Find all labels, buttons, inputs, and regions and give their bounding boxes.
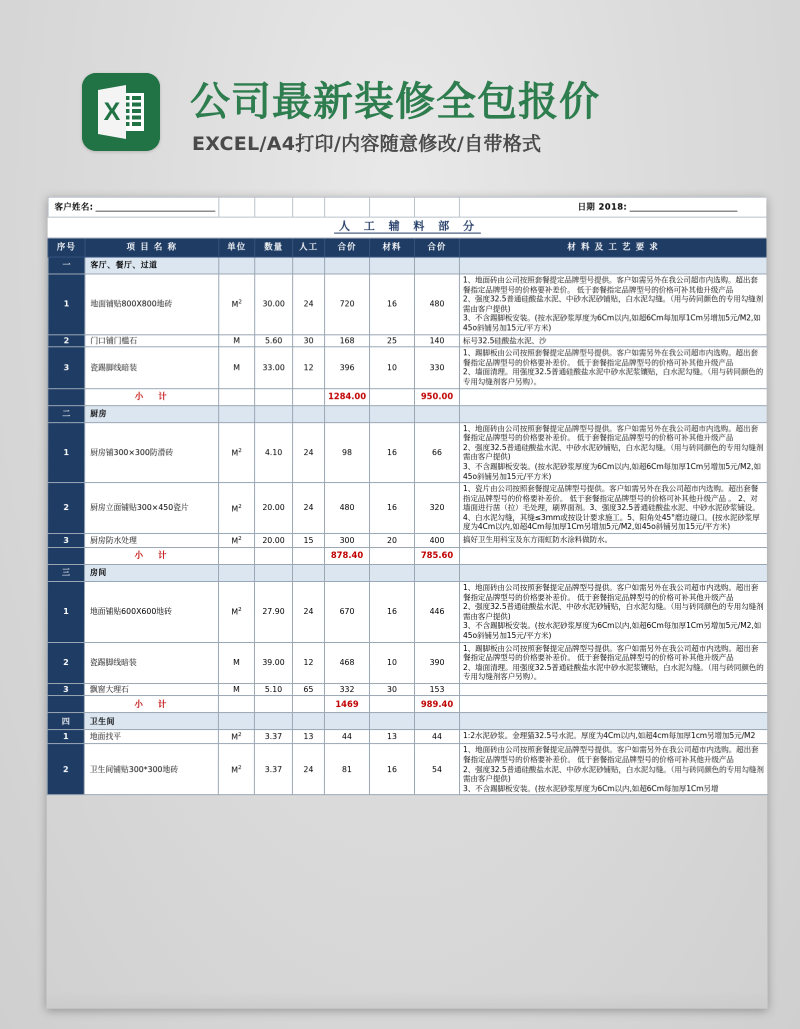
table-row[interactable]: [48, 274, 767, 334]
section-blank[interactable]: [370, 257, 415, 274]
section-blank[interactable]: [219, 257, 255, 274]
subtotal-blank[interactable]: [254, 696, 292, 713]
subtotal-blank[interactable]: [255, 388, 293, 405]
section-blank[interactable]: [459, 257, 767, 274]
row-unit[interactable]: M: [218, 642, 254, 683]
row-labor-price[interactable]: 30: [293, 334, 325, 347]
quote-table-body: [47, 197, 767, 795]
subtotal-row: [47, 696, 767, 713]
row-labor-total[interactable]: 81: [324, 744, 369, 795]
row-unit[interactable]: $M^2$: [219, 422, 255, 482]
row-description[interactable]: 1、瓷片由公司按照套餐提定品牌型号提供。客户如需另外在我公司超市内选购。超出套餐指定品牌型号的价格要补差价。 低于套餐指定品牌型号的价格可补其他升级产品 。 2、对墙面进行凿（拉）毛处理，刷界面剂。3、强度32.5普通硅酸盐水泥、中砂水泥砂浆铺设。4、白水泥勾缝，其缝≤3mm或按设计要求施工。5、阳角处45°磨边碰口。(按水泥砂浆厚度为4Cm以内,如超4Cm每加厚1Cm另增加5元/M2,如45o斜铺另加15元/平方米): [459, 483, 767, 534]
row-labor-total[interactable]: 332: [324, 684, 369, 696]
row-material-total[interactable]: 153: [415, 684, 460, 696]
table-row[interactable]: [47, 582, 767, 643]
info-blank-cell[interactable]: [370, 197, 415, 217]
row-labor-price[interactable]: 24: [292, 582, 324, 643]
page-subtitle: EXCEL/A4打印/内容随意修改/自带格式: [192, 133, 542, 155]
column-header-2[interactable]: 单位: [219, 238, 255, 257]
row-labor-total[interactable]: 670: [325, 582, 370, 643]
row-item-name[interactable]: 瓷踢脚线暗装: [84, 642, 218, 683]
table-row[interactable]: [47, 642, 767, 683]
row-description[interactable]: 1、地面砖由公司按照套餐提定品牌型号提供。客户如需另外在我公司超市内选购。超出套餐指定品牌型号的价格要补差价。 低于套餐指定品牌型号的价格可补其他升级产品 2、强度32.5普通硅酸盐水泥、中砂水泥砂铺贴，白水泥勾缝。（用与砖同颜色的专用勾缝剂需由客户提供) 3、不含踢脚板安装。(按水泥砂浆厚度为6Cm以内,如超6Cm每加厚1Cm另增加5元/M2,如45o斜铺另加15元/平方米): [459, 274, 767, 334]
row-material-price[interactable]: 16: [370, 582, 415, 643]
section-blank[interactable]: [255, 405, 293, 422]
row-material-price[interactable]: 10: [370, 642, 415, 683]
row-number: 2: [47, 744, 84, 795]
row-number: 1: [48, 422, 85, 482]
column-header-7[interactable]: 合价: [415, 238, 460, 257]
info-blank-cell[interactable]: [325, 197, 370, 217]
section-blank[interactable]: [325, 257, 370, 274]
quote-table: [47, 197, 768, 796]
column-header-5[interactable]: 合价: [325, 238, 370, 257]
row-description[interactable]: [460, 684, 768, 696]
row-labor-price[interactable]: 24: [293, 422, 325, 482]
table-row[interactable]: [48, 422, 768, 482]
row-labor-total[interactable]: 480: [325, 483, 370, 534]
row-description[interactable]: 标号32.5硅酸盐水泥、沙: [459, 334, 767, 347]
row-quantity[interactable]: 3.37: [254, 744, 292, 795]
row-description[interactable]: 1、地面砖由公司按照套餐提定品牌型号提供。客户如需另外在我公司超市内选购。超出套餐指定品牌型号的价格要补差价。 低于套餐指定品牌型号的价格可补其他升级产品 2、强度32.5普通硅酸盐水泥、中砂水泥砂铺贴，白水泥勾缝。（用与砖同颜色的专用勾缝剂需由客户提供) 3、不含踢脚板安装。(按水泥砂浆厚度为6Cm以内,如超6Cm每加厚1Cm另增加5元/M2,如45o斜铺另加15元/平方米): [460, 582, 768, 643]
row-labor-price[interactable]: 12: [293, 347, 325, 388]
subtotal-blank[interactable]: [459, 388, 767, 405]
page-title: 公司最新装修全包报价: [190, 79, 600, 125]
row-material-total[interactable]: 400: [415, 534, 460, 548]
column-header-1[interactable]: 项 目 名 称: [85, 238, 219, 257]
row-unit[interactable]: M: [219, 334, 255, 347]
row-unit[interactable]: $M^2$: [218, 744, 254, 795]
row-material-price[interactable]: 13: [369, 730, 414, 744]
section-name: 房间: [85, 565, 219, 582]
section-index: 二: [48, 405, 85, 422]
subtotal-label: 小 计: [84, 696, 218, 713]
subtotal-blank[interactable]: [369, 696, 414, 713]
info-blank-cell[interactable]: [255, 197, 293, 217]
row-item-name[interactable]: 卫生间铺贴300*300地砖: [84, 744, 218, 795]
date-field[interactable]: 日期 2018:: [459, 197, 766, 217]
column-header-3[interactable]: 数量: [255, 238, 293, 257]
row-material-total[interactable]: 44: [415, 730, 460, 744]
section-blank[interactable]: [255, 565, 293, 582]
section-index: 一: [48, 257, 85, 274]
section-index: 三: [48, 565, 85, 582]
customer-name-field[interactable]: 客户姓名:: [48, 197, 219, 217]
subtotal-material-total[interactable]: 785.60: [415, 548, 460, 565]
subtotal-material-total[interactable]: 989.40: [415, 696, 460, 713]
row-material-price[interactable]: 16: [370, 274, 415, 334]
section-blank[interactable]: [415, 405, 460, 422]
date-underline[interactable]: [629, 202, 737, 212]
row-material-price[interactable]: 16: [370, 483, 415, 534]
column-header-6[interactable]: 材料: [370, 238, 415, 257]
row-item-name[interactable]: 厨房铺300×300防滑砖: [85, 422, 219, 482]
row-number: 3: [47, 684, 84, 696]
svg-text:X: X: [103, 98, 121, 126]
table-header-row: [48, 238, 767, 257]
banner: [0, 0, 800, 186]
subtotal-blank[interactable]: [218, 696, 254, 713]
row-item-name[interactable]: 门口铺门槛石: [85, 334, 219, 347]
info-blank-cell[interactable]: [415, 197, 460, 217]
row-material-total[interactable]: 140: [415, 334, 460, 347]
row-number: 3: [48, 347, 85, 388]
table-row[interactable]: [48, 334, 767, 347]
row-quantity[interactable]: 3.37: [254, 730, 292, 744]
band-title: 人 工 辅 料 部 分: [334, 222, 481, 233]
subtotal-blank[interactable]: [292, 696, 324, 713]
row-labor-total[interactable]: 468: [324, 642, 369, 683]
row-number: 3: [48, 534, 85, 548]
subtotal-blank[interactable]: [460, 696, 768, 713]
row-material-total[interactable]: 390: [415, 642, 460, 683]
row-labor-total[interactable]: 720: [325, 274, 370, 334]
row-labor-price[interactable]: 24: [293, 483, 325, 534]
row-description[interactable]: 1、地面砖由公司按照套餐提定品牌型号提供。客户如需另外在我公司超市内选购。超出套餐指定品牌型号的价格要补差价。 低于套餐指定品牌型号的价格可补其他升级产品 2、强度32.5普通硅酸盐水泥、中砂水泥砂铺贴，白水泥勾缝。（用与砖同颜色的专用勾缝剂需由客户提供) 3、不含踢脚板安装。(按水泥砂浆厚度为6Cm以内,如超6Cm每加厚1Cm另增: [460, 744, 768, 795]
row-material-price[interactable]: 25: [370, 334, 415, 347]
table-row[interactable]: [47, 744, 767, 795]
row-description[interactable]: 1、地面砖由公司按照套餐提定品牌型号提供。客户如需另外在我公司超市内选购。超出套餐指定品牌型号的价格要补差价。 低于套餐指定品牌型号的价格可补其他升级产品 2、强度32.5普通硅酸盐水泥、中砂水泥砂铺贴，白水泥勾缝。（用与砖同颜色的专用勾缝剂需由客户提供) 3、不含踢脚板安装。(按水泥砂浆厚度为6Cm以内,如超6Cm每加厚1Cm另增加5元/M2,如45o斜铺另加15元/平方米): [459, 422, 767, 482]
section-blank[interactable]: [218, 713, 254, 730]
row-item-name[interactable]: 飘窗大理石: [84, 684, 218, 696]
table-row[interactable]: [48, 534, 768, 548]
section-blank[interactable]: [415, 257, 460, 274]
info-row: [48, 197, 767, 217]
table-row[interactable]: [48, 483, 768, 534]
row-number: 1: [47, 582, 84, 643]
subtotal-blank[interactable]: [219, 548, 255, 565]
row-material-price[interactable]: 20: [370, 534, 415, 548]
subtotal-blank[interactable]: [293, 388, 325, 405]
row-material-price[interactable]: 10: [370, 347, 415, 388]
subtotal-index: [48, 388, 85, 405]
subtotal-blank[interactable]: [255, 548, 293, 565]
section-row: [47, 713, 767, 730]
subtotal-labor-total[interactable]: 878.40: [325, 548, 370, 565]
section-blank[interactable]: [293, 565, 325, 582]
subtotal-index: [47, 696, 84, 713]
row-unit[interactable]: $M^2$: [219, 534, 255, 548]
row-material-total[interactable]: 66: [415, 422, 460, 482]
row-labor-total[interactable]: 300: [325, 534, 370, 548]
row-material-total[interactable]: 446: [415, 582, 460, 643]
row-quantity[interactable]: 30.00: [255, 274, 293, 334]
row-description[interactable]: 1:2水泥砂浆。金理猫32.5号水泥。厚度为4Cm以内,如超4cm每加厚1cm另增加5元/M2: [460, 730, 768, 744]
section-row: [48, 565, 768, 582]
column-header-0[interactable]: 序号: [48, 238, 85, 257]
row-labor-total[interactable]: 98: [325, 422, 370, 482]
subtotal-blank[interactable]: [370, 548, 415, 565]
column-header-8[interactable]: 材 料 及 工 艺 要 求: [459, 238, 767, 257]
row-unit[interactable]: $M^2$: [218, 582, 254, 643]
row-number: 2: [47, 642, 84, 683]
info-blank-cell[interactable]: [293, 197, 325, 217]
subtotal-blank[interactable]: [460, 548, 768, 565]
spreadsheet: [47, 197, 768, 796]
row-quantity[interactable]: 5.10: [254, 684, 292, 696]
row-quantity[interactable]: 5.60: [255, 334, 293, 347]
section-blank[interactable]: [415, 713, 460, 730]
row-labor-total[interactable]: 396: [325, 347, 370, 388]
section-blank[interactable]: [459, 405, 767, 422]
row-quantity[interactable]: 20.00: [255, 483, 293, 534]
row-material-total[interactable]: 54: [415, 744, 460, 795]
row-description[interactable]: 1、踢脚板由公司按照套餐提定品牌型号提供。客户如需另外在我公司超市内选购。超出套餐指定品牌型号的价格要补差价。 低于套餐指定品牌型号的价格可补其他升级产品 2、墙面清理。用强度32.5普通硅酸盐水泥中砂水泥浆镶贴，白水泥勾缝。（用与砖同颜色的专用勾缝剂客户另购）。: [459, 347, 767, 388]
row-number: 1: [48, 274, 85, 334]
row-number: 2: [48, 334, 85, 347]
row-labor-price[interactable]: 15: [293, 534, 325, 548]
row-unit[interactable]: M: [218, 684, 254, 696]
section-blank[interactable]: [370, 405, 415, 422]
row-material-price[interactable]: 16: [369, 744, 414, 795]
section-blank[interactable]: [325, 405, 370, 422]
subtotal-blank[interactable]: [293, 548, 325, 565]
section-blank[interactable]: [219, 405, 255, 422]
row-labor-total[interactable]: 168: [325, 334, 370, 347]
section-blank[interactable]: [219, 565, 255, 582]
subtotal-material-total[interactable]: 950.00: [415, 388, 460, 405]
row-quantity[interactable]: 27.90: [254, 582, 292, 643]
row-quantity[interactable]: 20.00: [255, 534, 293, 548]
row-item-name[interactable]: 瓷踢脚线暗装: [85, 347, 219, 388]
bottom-fade: [46, 993, 767, 1009]
section-row: [48, 405, 767, 422]
subtotal-index: [48, 548, 85, 565]
band-title-row: [48, 217, 767, 238]
row-material-total[interactable]: 330: [415, 347, 460, 388]
row-description[interactable]: 搞好卫生用科宝及东方雨虹防水涂料做防水。: [459, 534, 767, 548]
row-labor-price[interactable]: 12: [292, 642, 324, 683]
excel-logo-icon: [82, 73, 160, 151]
section-blank[interactable]: [460, 565, 768, 582]
row-material-total[interactable]: 480: [415, 274, 460, 334]
row-description[interactable]: 1、踢脚板由公司按照套餐提定品牌型号提供。客户如需另外在我公司超市内选购。超出套餐指定品牌型号的价格要补差价。 低于套餐指定品牌型号的价格可补其他升级产品 2、墙面清理。用强度32.5普通硅酸盐水泥中砂水泥浆镶贴，白水泥勾缝。（用与砖同颜色的专用勾缝剂客户另购）。: [460, 642, 768, 683]
subtotal-row: [48, 548, 768, 565]
subtotal-label: 小 计: [85, 548, 219, 565]
row-item-name[interactable]: 地面找平: [84, 730, 218, 744]
subtotal-row: [48, 388, 767, 405]
table-row[interactable]: [47, 730, 767, 744]
section-name: 客厅、餐厅、过道: [85, 257, 219, 274]
section-blank[interactable]: [460, 713, 768, 730]
row-material-total[interactable]: 320: [415, 483, 460, 534]
row-unit[interactable]: $M^2$: [218, 730, 254, 744]
subtotal-label: 小 计: [85, 388, 219, 405]
row-number: 2: [48, 483, 85, 534]
row-quantity[interactable]: 33.00: [255, 347, 293, 388]
section-blank[interactable]: [254, 713, 292, 730]
section-blank[interactable]: [293, 405, 325, 422]
subtotal-labor-total[interactable]: 1469: [324, 696, 369, 713]
section-name: 卫生间: [84, 713, 218, 730]
section-blank[interactable]: [324, 713, 369, 730]
table-row[interactable]: [48, 347, 767, 388]
section-blank[interactable]: [293, 257, 325, 274]
row-labor-price[interactable]: 24: [292, 744, 324, 795]
section-blank[interactable]: [370, 565, 415, 582]
row-quantity[interactable]: 39.00: [254, 642, 292, 683]
row-item-name[interactable]: 地面铺贴800X800地砖: [85, 274, 219, 334]
row-quantity[interactable]: 4.10: [255, 422, 293, 482]
subtotal-blank[interactable]: [370, 388, 415, 405]
row-item-name[interactable]: 厨房立面铺贴300×450瓷片: [85, 483, 219, 534]
row-item-name[interactable]: 地面铺贴600X600地砖: [84, 582, 218, 643]
row-number: 1: [47, 730, 84, 744]
info-blank-cell[interactable]: [219, 197, 255, 217]
section-name: 厨房: [85, 405, 219, 422]
spreadsheet-container[interactable]: [46, 197, 767, 1009]
table-row[interactable]: [47, 684, 767, 696]
row-labor-price[interactable]: 24: [293, 274, 325, 334]
subtotal-labor-total[interactable]: 1284.00: [325, 388, 370, 405]
row-material-price[interactable]: 30: [370, 684, 415, 696]
customer-name-underline[interactable]: [95, 202, 215, 212]
row-unit[interactable]: M: [219, 347, 255, 388]
row-labor-total[interactable]: 44: [324, 730, 369, 744]
section-index: 四: [47, 713, 84, 730]
row-labor-price[interactable]: 13: [292, 730, 324, 744]
section-blank[interactable]: [292, 713, 324, 730]
row-item-name[interactable]: 厨房防水处理: [85, 534, 219, 548]
band-title-cell: [48, 217, 767, 238]
row-unit[interactable]: $M^2$: [219, 274, 255, 334]
row-labor-price[interactable]: 65: [292, 684, 324, 696]
section-blank[interactable]: [325, 565, 370, 582]
column-header-4[interactable]: 人工: [293, 238, 325, 257]
section-blank[interactable]: [255, 257, 293, 274]
row-material-price[interactable]: 16: [370, 422, 415, 482]
subtotal-blank[interactable]: [219, 388, 255, 405]
section-row: [48, 257, 767, 274]
section-blank[interactable]: [415, 565, 460, 582]
section-blank[interactable]: [369, 713, 414, 730]
row-unit[interactable]: $M^2$: [219, 483, 255, 534]
